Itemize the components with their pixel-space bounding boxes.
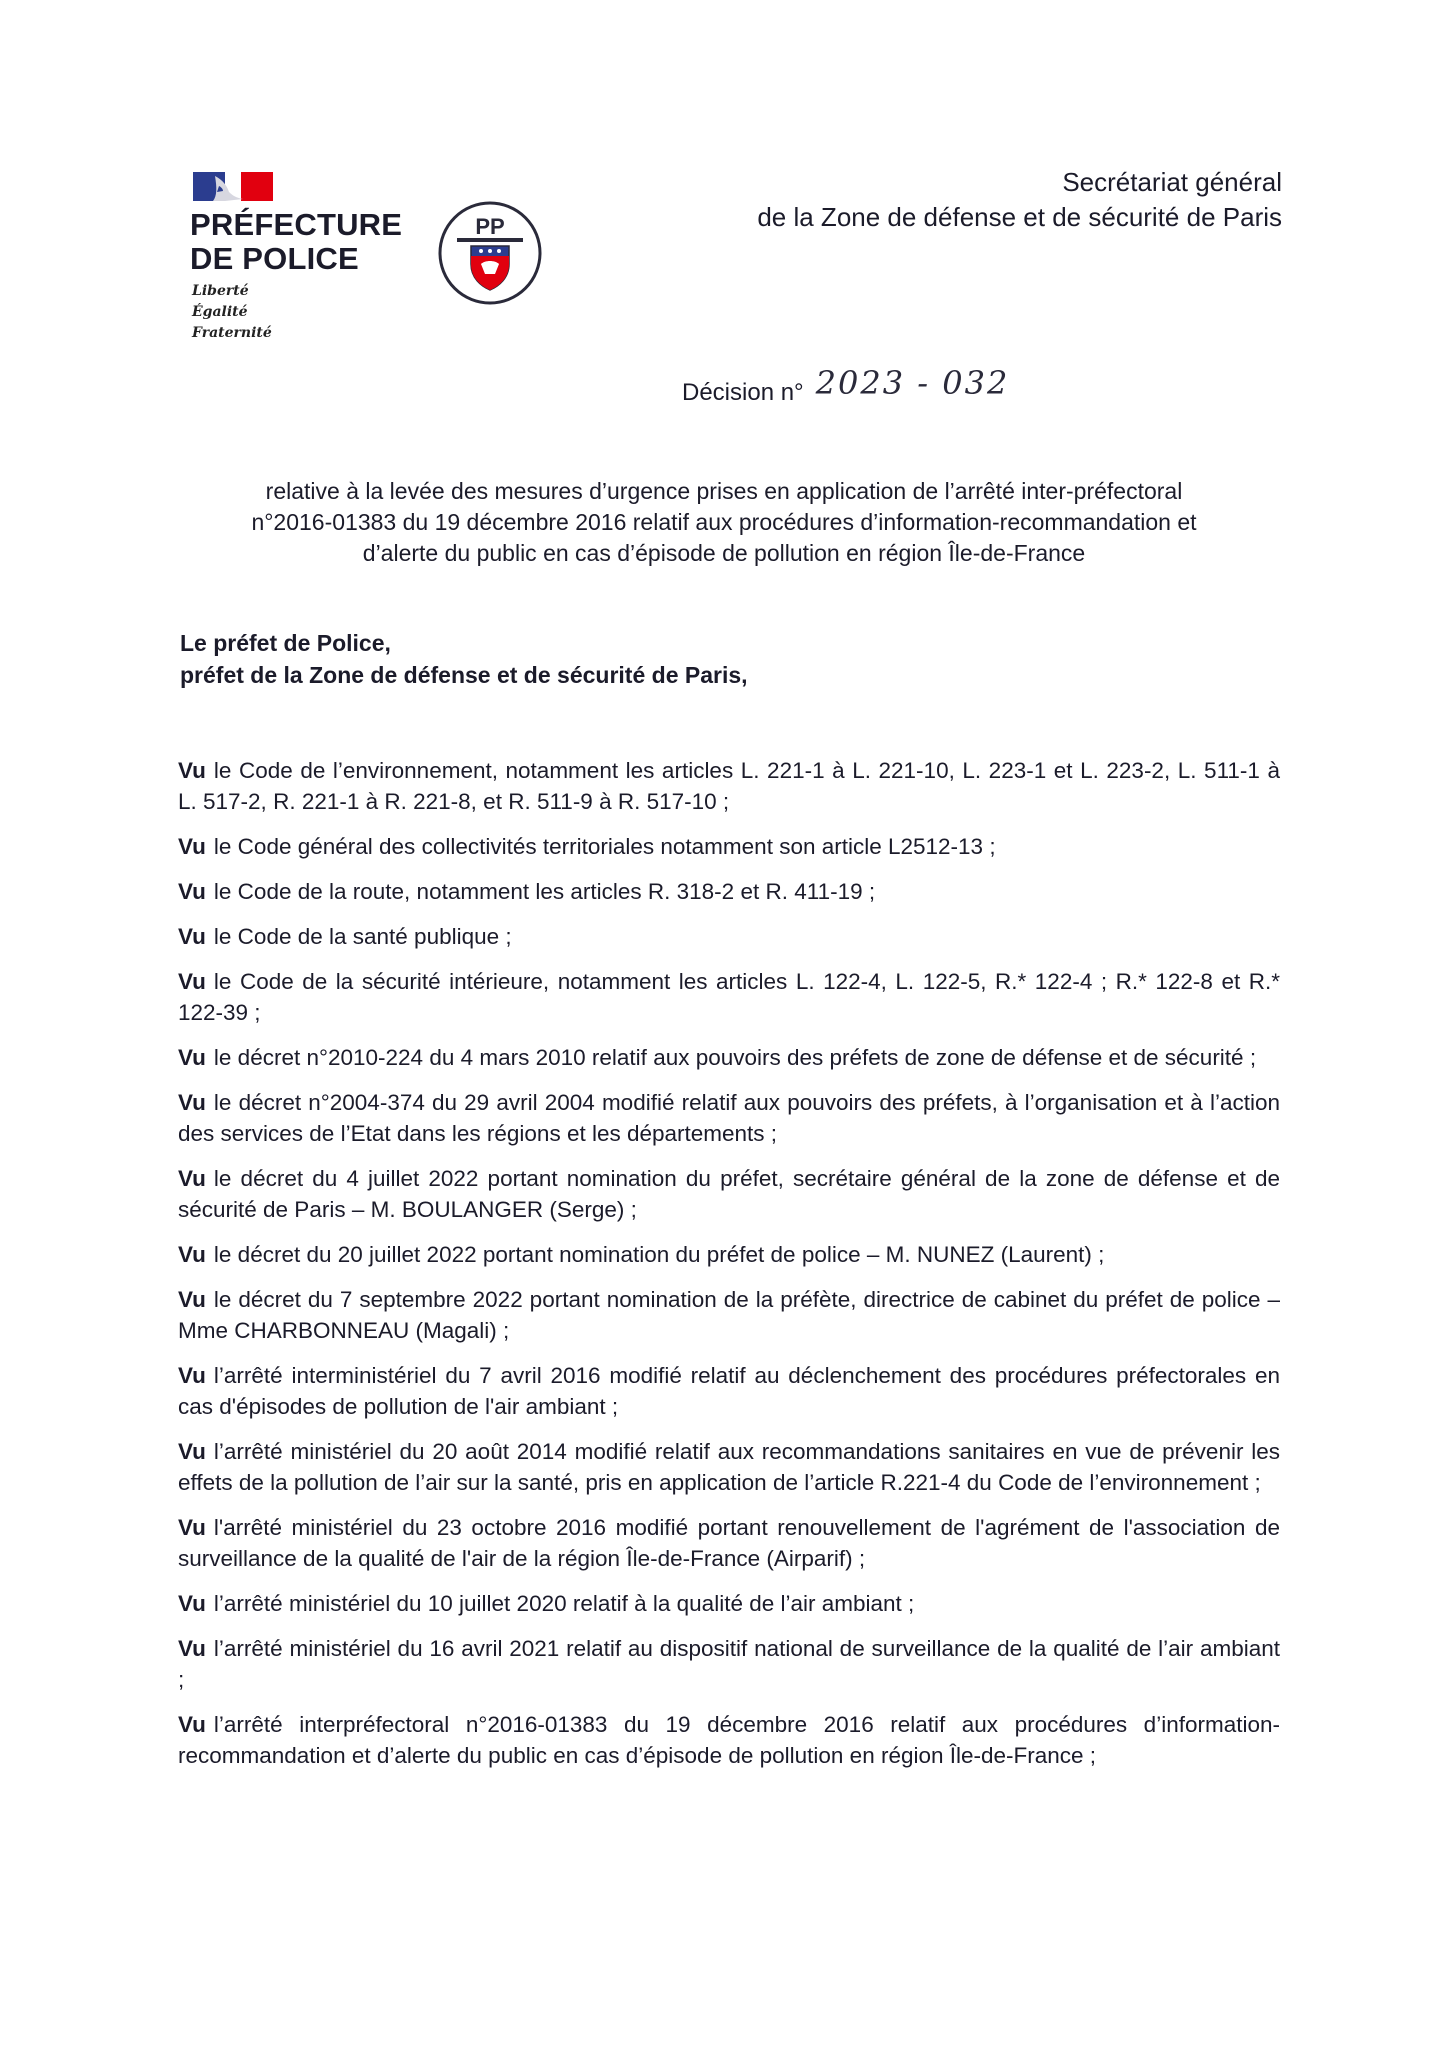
vu-item bbox=[178, 1588, 1280, 1619]
motto-liberte: Liberté bbox=[192, 283, 249, 299]
vu-item bbox=[178, 966, 1280, 1028]
prefecture-police-seal bbox=[437, 200, 543, 306]
vu-keyword: Vu bbox=[178, 1515, 206, 1540]
vu-text: le décret du 7 septembre 2022 portant nomination de la préfète, directrice de cabinet du préfet de police – Mme CHARBONNEAU (Magali) ; bbox=[178, 1287, 1280, 1343]
vu-text: le Code de la route, notamment les articles R. 318-2 et R. 411-19 ; bbox=[213, 879, 876, 904]
vu-keyword: Vu bbox=[178, 1591, 206, 1616]
vu-citations bbox=[178, 755, 1280, 1785]
decision-handwritten-number: 2023 - 032 bbox=[815, 364, 1010, 402]
motto-egalite: Égalité bbox=[192, 304, 248, 320]
vu-item bbox=[178, 1360, 1280, 1422]
decision-label: Décision n° bbox=[682, 379, 804, 406]
vu-text: l’arrêté ministériel du 10 juillet 2020 relatif à la qualité de l’air ambiant ; bbox=[213, 1591, 915, 1616]
vu-text: le Code de l’environnement, notamment les articles L. 221-1 à L. 221-10, L. 223-1 et L. 223-2, L. 511-1 à L. 517-2, R. 221-1 à R. 221-8, et R. 511-9 à R. 517-10 ; bbox=[178, 758, 1280, 814]
vu-text: le décret n°2004-374 du 29 avril 2004 modifié relatif aux pouvoirs des préfets, à l’organisation et à l’action des services de l’Etat dans les régions et les départements ; bbox=[178, 1090, 1280, 1146]
vu-keyword: Vu bbox=[178, 1045, 206, 1070]
secretariat-general-heading bbox=[757, 165, 1282, 235]
vu-text: l'arrêté ministériel du 23 octobre 2016 modifié portant renouvellement de l'agrément de l'association de surveillance de la qualité de l'air de la région Île-de-France (Airparif) ; bbox=[178, 1515, 1280, 1571]
vu-text: le Code général des collectivités territoriales notamment son article L2512-13 ; bbox=[213, 834, 996, 859]
prefecture-line-2: DE POLICE bbox=[190, 241, 359, 276]
sg-line-1: Secrétariat général bbox=[1062, 167, 1282, 197]
vu-keyword: Vu bbox=[178, 834, 206, 859]
title-line-3: d’alerte du public en cas d’épisode de pollution en région Île-de-France bbox=[362, 540, 1086, 566]
vu-keyword: Vu bbox=[178, 1287, 206, 1312]
vu-keyword: Vu bbox=[178, 969, 206, 994]
vu-keyword: Vu bbox=[178, 1242, 206, 1267]
vu-text: le décret du 20 juillet 2022 portant nomination du préfet de police – M. NUNEZ (Laurent) ; bbox=[213, 1242, 1105, 1267]
vu-text: le Code de la santé publique ; bbox=[213, 924, 512, 949]
decision-number bbox=[682, 364, 1010, 408]
vu-item bbox=[178, 1633, 1280, 1695]
vu-keyword: Vu bbox=[178, 924, 206, 949]
author-block bbox=[180, 627, 748, 691]
vu-item bbox=[178, 921, 1280, 952]
vu-item bbox=[178, 1163, 1280, 1225]
marianne-logo bbox=[193, 172, 273, 201]
vu-text: l’arrêté interministériel du 7 avril 2016 modifié relatif au déclenchement des procédures préfectorales en cas d'épisodes de pollution de l'air ambiant ; bbox=[178, 1363, 1280, 1419]
sg-line-2: de la Zone de défense et de sécurité de Paris bbox=[757, 202, 1282, 232]
decision-title bbox=[170, 476, 1278, 569]
vu-item bbox=[178, 1512, 1280, 1574]
vu-item bbox=[178, 755, 1280, 817]
vu-keyword: Vu bbox=[178, 1712, 206, 1737]
vu-text: l’arrêté ministériel du 16 avril 2021 relatif au dispositif national de surveillance de la qualité de l’air ambiant ; bbox=[178, 1636, 1280, 1692]
vu-keyword: Vu bbox=[178, 1166, 206, 1191]
author-line-1: Le préfet de Police, bbox=[180, 630, 391, 656]
motto-fraternite: Fraternité bbox=[192, 325, 272, 341]
prefecture-name bbox=[190, 208, 402, 276]
vu-item bbox=[178, 1087, 1280, 1149]
vu-text: le décret du 4 juillet 2022 portant nomination du préfet, secrétaire général de la zone de défense et de sécurité de Paris – M. BOULANGER (Serge) ; bbox=[178, 1166, 1280, 1222]
vu-item bbox=[178, 1284, 1280, 1346]
vu-item bbox=[178, 1042, 1280, 1073]
vu-text: l’arrêté interpréfectoral n°2016-01383 du 19 décembre 2016 relatif aux procédures d’information-recommandation et d’alerte du public en cas d’épisode de pollution en région Île-de-France ; bbox=[178, 1712, 1280, 1768]
vu-keyword: Vu bbox=[178, 758, 206, 783]
vu-item bbox=[178, 1239, 1280, 1270]
vu-text: l’arrêté ministériel du 20 août 2014 modifié relatif aux recommandations sanitaires en vue de prévenir les effets de la pollution de l’air sur la santé, pris en application de l’article R.221-4 du Code de l’environnement ; bbox=[178, 1439, 1280, 1495]
seal-label: PP bbox=[475, 214, 505, 239]
vu-keyword: Vu bbox=[178, 1090, 206, 1115]
vu-item bbox=[178, 876, 1280, 907]
vu-item bbox=[178, 1709, 1280, 1771]
vu-keyword: Vu bbox=[178, 1636, 206, 1661]
vu-keyword: Vu bbox=[178, 1439, 206, 1464]
vu-text: le décret n°2010-224 du 4 mars 2010 relatif aux pouvoirs des préfets de zone de défense et de sécurité ; bbox=[213, 1045, 1257, 1070]
author-line-2: préfet de la Zone de défense et de sécurité de Paris, bbox=[180, 662, 748, 688]
title-line-1: relative à la levée des mesures d’urgence prises en application de l’arrêté inter-préfectoral bbox=[265, 478, 1183, 504]
title-line-2: n°2016-01383 du 19 décembre 2016 relatif aux procédures d’information-recommandation et bbox=[251, 509, 1197, 535]
republic-motto bbox=[192, 281, 272, 344]
vu-item bbox=[178, 831, 1280, 862]
vu-keyword: Vu bbox=[178, 1363, 206, 1388]
prefecture-line-1: PRÉFECTURE bbox=[190, 207, 403, 242]
vu-text: le Code de la sécurité intérieure, notamment les articles L. 122-4, L. 122-5, R.* 122-4 ; R.* 122-8 et R.* 122-39 ; bbox=[178, 969, 1280, 1025]
vu-item bbox=[178, 1436, 1280, 1498]
vu-keyword: Vu bbox=[178, 879, 206, 904]
